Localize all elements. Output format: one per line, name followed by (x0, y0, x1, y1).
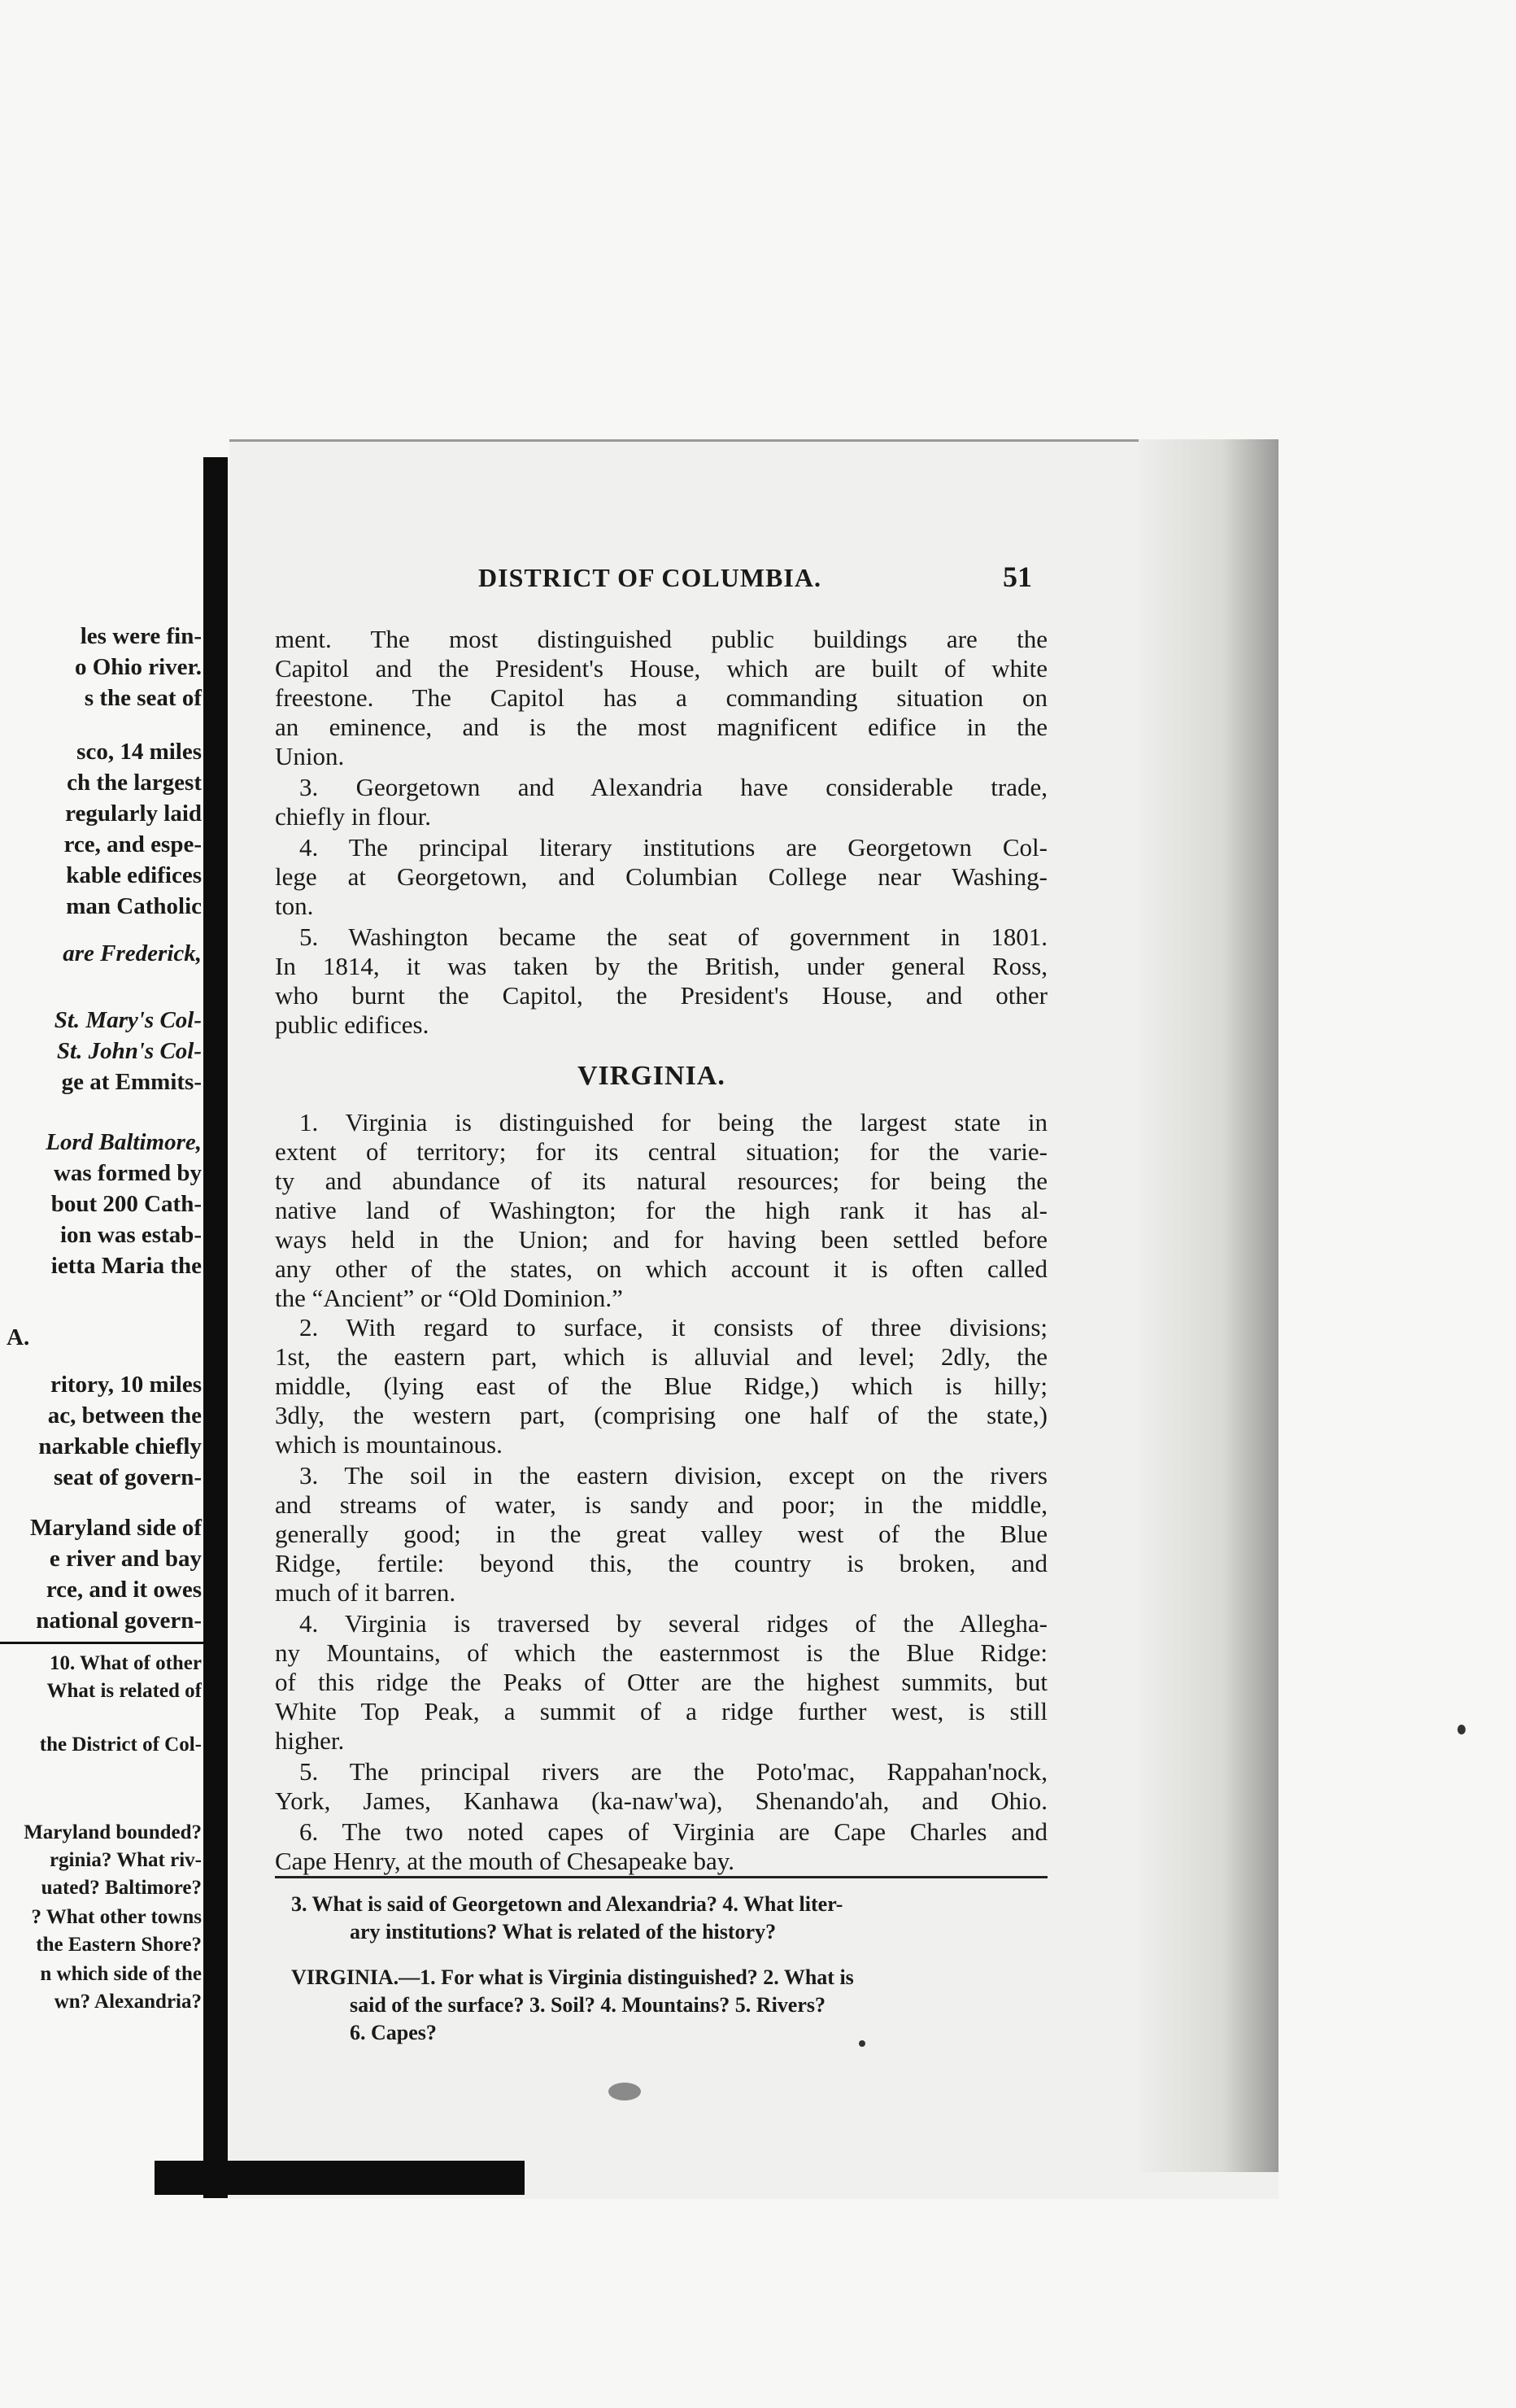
scan-smudge (608, 2083, 641, 2100)
virginia-line: native land of Washington; for the high rank it has al- (275, 1196, 1048, 1224)
dc-line: In 1814, it was taken by the British, under general Ross, (275, 952, 1048, 980)
left-question: Maryland bounded? (24, 1821, 202, 1843)
left-line: kable edifices (66, 862, 202, 888)
left-line: e river and bay (49, 1546, 202, 1572)
dc-line: freestone. The Capitol has a commanding situation on (275, 683, 1048, 712)
left-question: n which side of the (40, 1963, 202, 1985)
virginia-line: which is mountainous. (275, 1430, 503, 1459)
dc-line: lege at Georgetown, and Columbian College near Washing- (275, 862, 1048, 891)
virginia-line: the “Ancient” or “Old Dominion.” (275, 1284, 623, 1312)
left-line: are Frederick, (63, 940, 202, 966)
left-question: What is related of (46, 1680, 202, 1702)
virginia-line: 3dly, the western part, (comprising one half of the state,) (275, 1401, 1048, 1429)
left-line: Maryland side of (29, 1515, 202, 1541)
section-heading-virginia: VIRGINIA. (577, 1061, 725, 1091)
dc-line: chiefly in flour. (275, 802, 431, 831)
virginia-line: 1. Virginia is distinguished for being the largest state in (299, 1108, 1048, 1136)
question-line: 6. Capes? (350, 2021, 437, 2044)
left-line: ritory, 10 miles (50, 1372, 202, 1398)
left-question: rginia? What riv- (49, 1849, 202, 1871)
dc-line: ton. (275, 892, 314, 920)
page-gutter-bar (203, 457, 228, 2198)
dc-line: public edifices. (275, 1010, 429, 1039)
virginia-line: 3. The soil in the eastern division, except on the rivers (299, 1461, 1048, 1490)
left-question: uated? Baltimore? (41, 1877, 202, 1899)
scan-speck (859, 2040, 865, 2047)
virginia-line: middle, (lying east of the Blue Ridge,) which is hilly; (275, 1372, 1048, 1400)
virginia-line: 6. The two noted capes of Virginia are Cape Charles and (299, 1817, 1048, 1846)
left-line: narkable chiefly (38, 1433, 202, 1459)
dc-line: 4. The principal literary institutions are Georgetown Col- (299, 833, 1048, 862)
scan-speck (1457, 1725, 1466, 1734)
left-line: man Catholic (66, 893, 202, 919)
left-line: Lord Baltimore, (46, 1129, 202, 1155)
virginia-line: 1st, the eastern part, which is alluvial and level; 2dly, the (275, 1342, 1048, 1371)
virginia-line: 2. With regard to surface, it consists of three divisions; (299, 1313, 1048, 1341)
question-line: VIRGINIA.—1. For what is Virginia distinguished? 2. What is (291, 1965, 854, 1989)
virginia-line: generally good; in the great valley west of the Blue (275, 1520, 1048, 1548)
dc-line: Union. (275, 742, 345, 770)
dc-line: an eminence, and is the most magnificent edifice in the (275, 713, 1048, 741)
left-line: ch the largest (67, 770, 202, 796)
page-foot-bar (155, 2161, 525, 2195)
left-question: ? What other towns (31, 1906, 202, 1928)
left-line: St. John's Col- (56, 1038, 202, 1064)
questions-divider (275, 1876, 1048, 1878)
left-line: ion was estab- (59, 1222, 202, 1248)
left-question: the Eastern Shore? (36, 1934, 202, 1956)
left-line: A. (7, 1324, 30, 1350)
virginia-line: ny Mountains, of which the easternmost is the Blue Ridge: (275, 1638, 1048, 1667)
virginia-line: York, James, Kanhawa (ka-naw'wa), Shenando'ah, and Ohio. (275, 1786, 1048, 1815)
left-line: St. Mary's Col- (54, 1007, 202, 1033)
virginia-line: and streams of water, is sandy and poor; in the middle, (275, 1490, 1048, 1519)
virginia-line: much of it barren. (275, 1578, 456, 1607)
left-line: s the seat of (84, 685, 202, 711)
virginia-line: ty and abundance of its natural resources; for being the (275, 1167, 1048, 1195)
left-line: regularly laid (65, 800, 202, 827)
left-line: rce, and espe- (63, 831, 202, 857)
left-line: national govern- (36, 1608, 202, 1634)
left-line: was formed by (53, 1160, 202, 1186)
virginia-line: any other of the states, on which account it is often called (275, 1254, 1048, 1283)
virginia-line: Cape Henry, at the mouth of Chesapeake bay. (275, 1847, 734, 1875)
left-line: seat of govern- (53, 1464, 202, 1490)
virginia-line: extent of territory; for its central situation; for the varie- (275, 1137, 1048, 1166)
left-line: ietta Maria the (50, 1253, 202, 1279)
left-line: ge at Emmits- (61, 1069, 202, 1095)
left-line: sco, 14 miles (76, 739, 202, 765)
virginia-line: White Top Peak, a summit of a ridge further west, is still (275, 1697, 1048, 1725)
dc-line: Capitol and the President's House, which are built of white (275, 654, 1048, 683)
page-number: 51 (1003, 561, 1032, 593)
left-line: o Ohio river. (74, 654, 202, 680)
page-edge-shadow (1139, 439, 1279, 2172)
left-page-fragment (0, 602, 213, 2009)
virginia-line: 5. The principal rivers are the Poto'mac, Rappahan'nock, (299, 1757, 1048, 1786)
left-divider (0, 1642, 213, 1644)
question-line: 3. What is said of Georgetown and Alexandria? 4. What liter- (291, 1892, 843, 1916)
virginia-line: 4. Virginia is traversed by several ridges of the Allegha- (299, 1609, 1048, 1638)
question-line: said of the surface? 3. Soil? 4. Mountains? 5. Rivers? (350, 1993, 826, 2017)
left-question: 10. What of other (49, 1652, 202, 1674)
left-question: wn? Alexandria? (54, 1991, 202, 2009)
virginia-line: Ridge, fertile: beyond this, the country is broken, and (275, 1549, 1048, 1577)
virginia-line: higher. (275, 1726, 345, 1755)
dc-line: who burnt the Capitol, the President's House, and other (275, 981, 1048, 1010)
dc-line: 3. Georgetown and Alexandria have considerable trade, (299, 773, 1048, 801)
left-line: les were fin- (80, 623, 202, 649)
dc-line: ment. The most distinguished public buildings are the (275, 625, 1048, 653)
left-line: bout 200 Cath- (50, 1191, 202, 1217)
left-line: rce, and it owes (46, 1577, 202, 1603)
virginia-line: ways held in the Union; and for having been settled before (275, 1225, 1048, 1254)
virginia-line: of this ridge the Peaks of Otter are the highest summits, but (275, 1668, 1048, 1696)
question-line: ary institutions? What is related of the history? (350, 1920, 777, 1943)
running-header: DISTRICT OF COLUMBIA. (478, 563, 821, 592)
left-question: the District of Col- (39, 1734, 202, 1756)
left-line: ac, between the (47, 1402, 202, 1429)
dc-line: 5. Washington became the seat of government in 1801. (299, 923, 1048, 951)
